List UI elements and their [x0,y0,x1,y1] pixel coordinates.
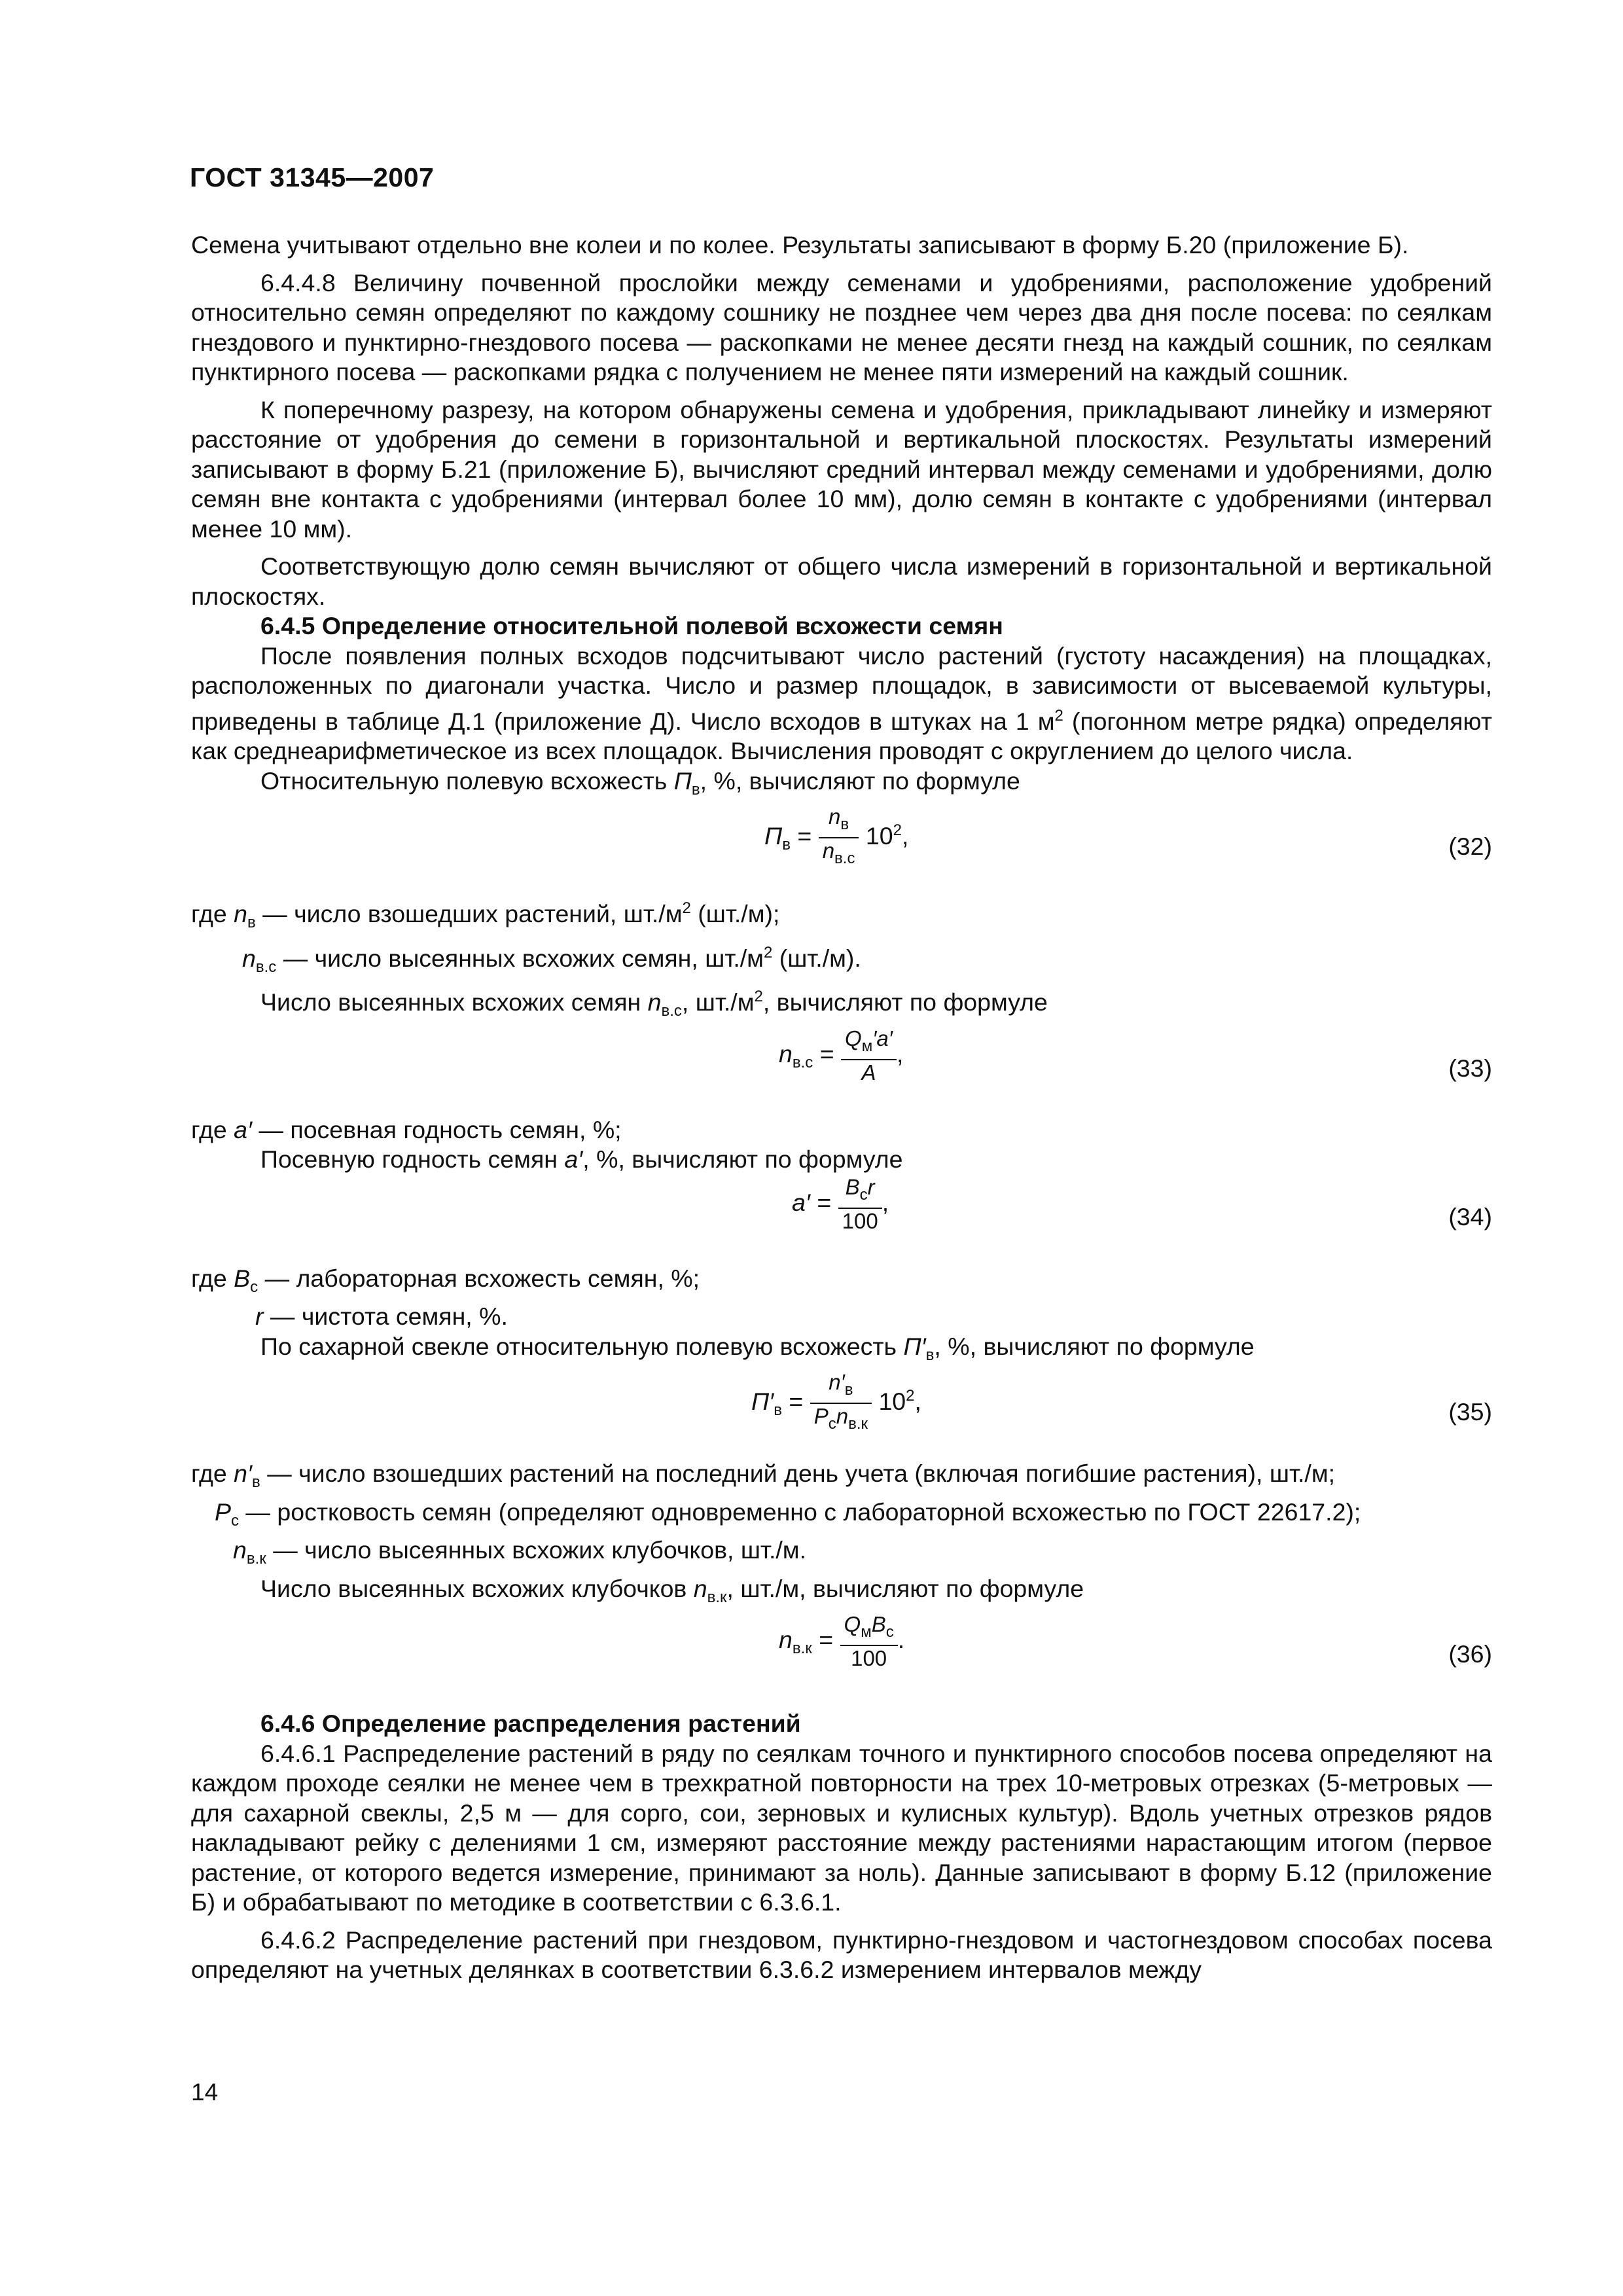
paragraph [191,982,1492,1026]
subscript: в.с [661,1002,682,1020]
superscript: 2 [893,821,902,839]
subscript: c [859,1185,868,1204]
symbol: a′ [564,1145,583,1173]
subscript: м [861,1623,872,1641]
formula-36 [191,1612,1492,1701]
superscript: 2 [906,1386,915,1405]
text-run: , %, вычисляют по формуле [934,1332,1255,1360]
symbol: n [233,1536,247,1564]
symbol: P [215,1498,232,1526]
subscript: в.к [246,1550,266,1568]
punct: , [901,821,909,850]
fraction [819,804,859,871]
text-run: где [191,900,234,927]
document-header: ГОСТ 31345—2007 [190,162,435,192]
fraction [841,1026,897,1085]
numerator [838,1175,882,1209]
text-run: Число высеянных всхожих семян [260,988,648,1016]
symbol: n [647,988,662,1016]
text-run: (погонном метре рядка) определяют как среднеарифметическое из всех площадок. Вычисления проводят с округлением до целого числа. [191,707,1492,764]
where-line [191,893,1492,938]
fraction [838,1175,882,1234]
where-line [191,1302,1492,1332]
fraction [810,1370,872,1437]
text-run: Посевную годность семян [260,1145,565,1173]
where-line [191,1115,1492,1145]
paragraph [191,1574,1492,1613]
equation-number: (34) [1448,1202,1492,1230]
paragraph [191,766,1492,805]
numerator [841,1026,897,1060]
subscript: в [782,835,791,853]
text-run: (шт./м). [772,944,861,972]
symbol: n [779,1039,793,1067]
subscript: в.с [792,1053,813,1071]
equation-number: (33) [1448,1054,1492,1082]
text-run: — число высеянных всхожих клубочков, шт./м. [266,1536,806,1564]
subscript: в [252,1473,260,1491]
punct: , [914,1387,921,1415]
where-line [191,1535,1492,1574]
text-run: — ростковость семян (определяют одновременно с лабораторной всхожестью по ГОСТ 22617.2); [239,1498,1361,1526]
subscript: в [925,1346,935,1364]
symbol: n [242,944,256,972]
paragraph [191,1145,1492,1175]
subscript: в.к [707,1588,727,1606]
symbol: n [836,1404,849,1428]
numerator [840,1612,898,1646]
symbol: n [693,1574,707,1602]
paragraph [191,1332,1492,1371]
denominator: 100 [842,1208,878,1233]
formula-expression: $n_{в.с}$ = $\frac{Q_м'a'}{A}$ , [779,1026,904,1085]
punct: . [897,1625,905,1653]
formula-35 [191,1370,1492,1459]
where-line [191,1459,1492,1498]
text-run: — число взошедших растений на последний день учета (включая погибшие растения), шт./м; [260,1460,1336,1487]
subscript: в.к [848,1415,868,1433]
text-run: , %, вычисляют по формуле [700,766,1020,795]
paragraph: 6.4.6.1 Распределение растений в ряду по сеялкам точного и пунктирного способов посева определяют на каждом проходе сеялки не менее чем в трехкратной повторности на трех 10-метровых отрезках (5-метровых — для сахарной свеклы, 2,5 м — для сорго, сои, зерновых и кулисных культур). Вдоль учетных отрезков рядов накладывают рейку с делениями 1 см, измеряют расстояние между растениями нарастающим итогом (первое растение, от которого ведется измерение, принимают за ноль). Данные записывают в форму Б.12 (приложение Б) и обрабатывают по методике в соответствии с 6.3.6.1. [191,1739,1492,1916]
formula-expression: a′ = $\frac{B_cr}{100}$ , [792,1174,889,1233]
paragraph: 6.4.6.2 Распределение растений при гнездовом, пунктирно-гнездовом и частогнездовом способах посева определяют на учетных делянках в соответствии 6.3.6.2 измерением интервалов между [191,1926,1492,1983]
paragraph: К поперечному разрезу, на котором обнаружены семена и удобрения, прикладывают линейку и измеряют расстояние от удобрения до семени в горизонтальной и вертикальной плоскостях. Результаты измерений записывают в форму Б.21 (приложение Б), вычисляют средний интервал между семенами и удобрениями, долю семян вне контакта с удобрениями (интервал более 10 мм), долю семян в контакте с удобрениями (интервал менее 10 мм). [191,395,1492,543]
paragraph: 6.4.4.8 Величину почвенной прослойки между семенами и удобрениями, расположение удобрений относительно семян определяют по каждому сошнику не позднее чем через два дня после посева: по сеялкам гнездового и пунктирно-гнездового посева — раскопками не менее десяти гнезд на каждый сошник, по сеялкам пунктирного посева — раскопками рядка с получением не менее пяти измерений на каждый сошник. [191,268,1492,386]
text-run: , шт./м, вычисляют по формуле [726,1574,1084,1602]
section-heading: 6.4.6 Определение распределения растений [260,1710,801,1737]
superscript: 2 [1054,706,1063,725]
equation-number: (32) [1448,833,1492,860]
subscript: в.к [792,1639,812,1657]
symbol: B [845,1174,860,1199]
punct: , [882,1188,889,1216]
text-run: По сахарной свекле относительную полевую всхожесть [260,1332,904,1360]
symbol: r [255,1302,264,1330]
factor: 10 [865,821,893,850]
symbol: ′a′ [872,1026,893,1050]
document-body [191,230,1492,1985]
text-run: — число высеянных всхожих семян, шт./м [276,944,764,972]
symbol: П [764,821,783,850]
subscript: с [231,1511,240,1530]
superscript: 2 [763,943,773,961]
symbol: n′ [829,1370,845,1394]
denominator: 100 [851,1646,887,1670]
symbol: P [813,1404,829,1428]
text-run: где [191,1460,234,1487]
page-number: 14 [191,2079,219,2106]
superscript: 2 [682,899,691,917]
denominator [810,1404,872,1437]
symbol: B [871,1612,886,1636]
text-run: , %, вычисляют по формуле [582,1145,903,1173]
text-run: — чистота семян, %. [263,1302,508,1330]
subscript: c [885,1623,894,1641]
denominator [819,838,859,871]
symbol: a′ [234,1115,253,1143]
text-run: где [191,1115,234,1143]
symbol: Q [844,1612,861,1636]
where-line [191,938,1492,982]
symbol: B [234,1264,251,1292]
formula-34 [191,1175,1492,1264]
numerator [810,1370,872,1404]
symbol: n [779,1625,793,1653]
text-run: После появления полных всходов подсчитывают число растений (густоту насаждения) на площадках, расположенных по диагонали участка. Число и размер площадок, в зависимости от высеваемой культуры, приведены в таблице Д.1 (приложение Д). Число всходов в штуках на 1 м [191,641,1492,735]
subscript: с [250,1278,259,1296]
symbol: n [829,804,841,829]
subscript: в [247,914,256,931]
subscript: в [840,816,849,833]
text-run: Относительную полевую всхожесть [260,766,674,795]
formula-32 [191,804,1492,893]
text-run: где [191,1264,234,1292]
symbol: П′ [751,1387,774,1415]
formula-expression: $n_{в.к}$ = $\frac{Q_мB_c}{100}$ . [779,1612,905,1670]
symbol: n [234,900,248,927]
text-run: , шт./м [681,988,755,1016]
subscript: в [774,1401,782,1419]
symbol: a′ [792,1188,810,1216]
symbol: П′ [903,1332,926,1360]
text-run: — посевная годность семян, %; [252,1115,622,1143]
paragraph: Семена учитывают отдельно вне колеи и по колее. Результаты записывают в форму Б.20 (приложение Б). [191,231,1409,259]
denominator: A [861,1060,876,1085]
formula-33 [191,1026,1492,1115]
fraction [840,1612,898,1671]
text-run: — число взошедших растений, шт./м [255,900,683,927]
symbol: r [867,1174,875,1199]
punct: , [896,1039,904,1067]
subscript: в.с [255,958,277,976]
subscript: c [828,1415,836,1433]
subscript: в.с [834,850,855,867]
superscript: 2 [754,988,763,1005]
symbol: n′ [234,1460,253,1487]
symbol: n [822,838,835,863]
equation-number: (36) [1448,1640,1492,1668]
paragraph [191,641,1492,766]
formula-expression: $П_в$ = $\frac{n_в}{n_{в.с}}$ $10^2$, [764,804,908,871]
text-run: — лабораторная всхожесть семян, %; [258,1264,700,1292]
formula-expression: $П'_в$ = $\frac{n'_в}{P_cn_{в.к}}$ $10^2$, [751,1370,921,1437]
symbol: Q [845,1026,862,1050]
text-run: Число высеянных всхожих клубочков [260,1574,694,1602]
equation-number: (35) [1448,1398,1492,1426]
symbol: П [673,766,692,795]
subscript: в [844,1381,853,1399]
subscript: в [691,780,700,798]
text-run: (шт./м); [690,900,780,927]
subscript: м [861,1037,873,1055]
section-heading: 6.4.5 Определение относительной полевой всхожести семян [260,612,1003,639]
where-line [191,1498,1492,1536]
paragraph: Соответствующую долю семян вычисляют от общего числа измерений в горизонтальной и вертикальной плоскостях. [191,552,1492,610]
text-run: , вычисляют по формуле [762,988,1048,1016]
factor: 10 [878,1387,906,1415]
numerator [819,804,859,838]
where-line [191,1264,1492,1302]
